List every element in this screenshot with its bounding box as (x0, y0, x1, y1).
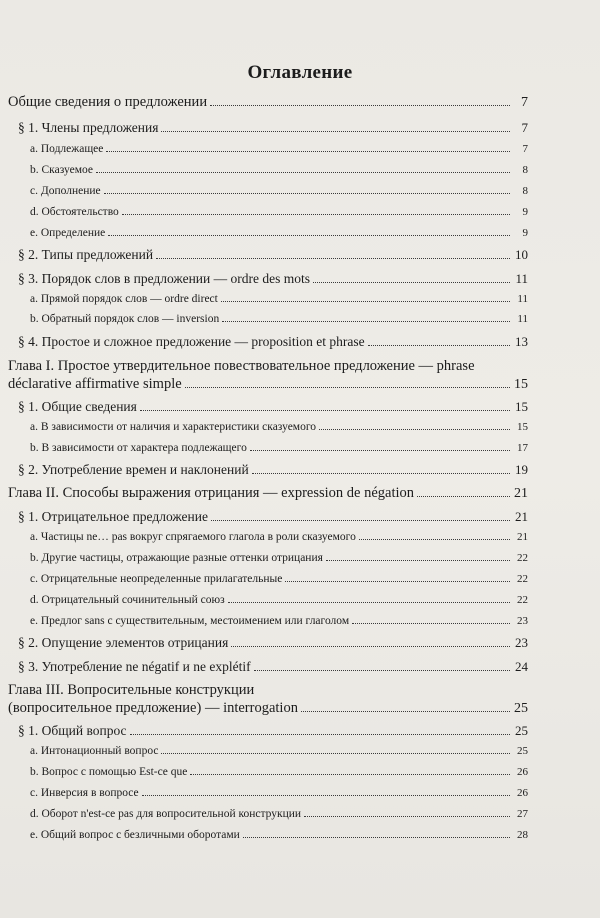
toc-entry[interactable]: d. Оборот n'est-ce pas для вопросительной конструкции 27 (30, 808, 528, 820)
toc-entry[interactable]: § 2. Употребление времен и наклонений 19 (18, 462, 528, 477)
toc-entry[interactable]: § 4. Простое и сложное предложение — proposition et phrase 13 (18, 334, 528, 349)
toc-entry[interactable]: e. Предлог sans с существительным, местоимением или глаголом 23 (30, 615, 528, 627)
toc-entry[interactable]: c. Инверсия в вопросе 26 (30, 787, 528, 799)
toc-entry[interactable]: e. Общий вопрос с безличными оборотами 28 (30, 829, 528, 841)
toc-entry[interactable]: § 1. Общий вопрос 25 (18, 723, 528, 738)
toc-entry[interactable]: § 3. Употребление ne négatif и ne explétif 24 (18, 659, 528, 674)
toc-entry[interactable]: § 2. Типы предложений 10 (18, 247, 528, 262)
toc-entry[interactable]: (вопросительное предложение) — interrogation 25 (8, 700, 528, 716)
toc-entry[interactable]: § 1. Отрицательное предложение 21 (18, 509, 528, 524)
page-title: Оглавление (247, 62, 353, 83)
toc-entry[interactable]: § 2. Опущение элементов отрицания 23 (18, 635, 528, 650)
toc-entry[interactable]: § 1. Общие сведения 15 (18, 399, 528, 414)
toc-entry[interactable]: e. Определение 9 (30, 227, 528, 239)
toc-entry[interactable]: d. Отрицательный сочинительный союз 22 (30, 594, 528, 606)
chapter-heading-line1: Глава I. Простое утвердительное повествовательное предложение — phrase (8, 358, 475, 374)
toc-entry[interactable]: § 1. Члены предложения 7 (18, 120, 528, 135)
toc-entry[interactable]: d. Обстоятельство 9 (30, 206, 528, 218)
toc-entry[interactable]: a. Подлежащее 7 (30, 143, 528, 155)
toc-entry[interactable]: § 3. Порядок слов в предложении — ordre des mots 11 (18, 271, 528, 286)
toc-entry[interactable]: a. Интонационный вопрос 25 (30, 745, 528, 757)
toc-entry[interactable]: Глава II. Способы выражения отрицания — expression de négation 21 (8, 485, 528, 501)
toc-entry[interactable]: déclarative affirmative simple 15 (8, 376, 528, 392)
toc-entry[interactable]: b. Обратный порядок слов — inversion 11 (30, 313, 528, 325)
toc-entry[interactable]: a. Частицы ne… pas вокруг спрягаемого глагола в роли сказуемого 21 (30, 531, 528, 543)
toc-entry[interactable]: a. Прямой порядок слов — ordre direct 11 (30, 293, 528, 305)
toc-entry[interactable]: b. Сказуемое 8 (30, 164, 528, 176)
toc-entry[interactable]: c. Дополнение 8 (30, 185, 528, 197)
toc-entry[interactable]: b. Вопрос с помощью Est-ce que 26 (30, 766, 528, 778)
toc-entry[interactable]: b. В зависимости от характера подлежащего 17 (30, 442, 528, 454)
toc-entry[interactable]: Общие сведения о предложении 7 (8, 94, 528, 110)
toc-entry[interactable]: b. Другие частицы, отражающие разные оттенки отрицания 22 (30, 552, 528, 564)
chapter-heading-line1: Глава III. Вопросительные конструкции (8, 682, 255, 698)
toc-entry[interactable]: c. Отрицательные неопределенные прилагательные 22 (30, 573, 528, 585)
toc-entry[interactable]: a. В зависимости от наличия и характеристики сказуемого 15 (30, 421, 528, 433)
